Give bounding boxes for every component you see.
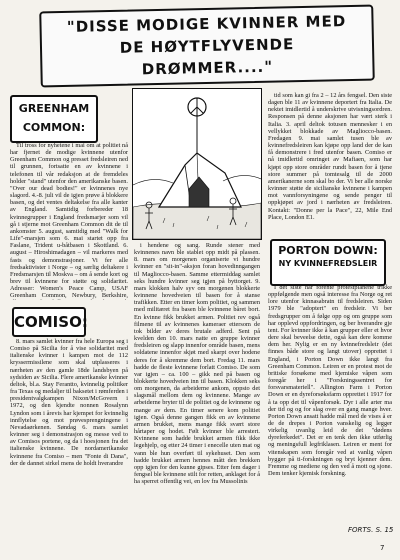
porton-title: PORTON DOWN:: [278, 244, 378, 257]
comiso-text-1: 8. mars samlet kvinner fra hele Europa seg i Comiso på Sicilia for å vise solidaritet med italienske kvinner i kampen mot de 112 kryssermissilene som skal utplasseres i nærheten av den gamle 18de landsbyen på sydsiden av Sicilia. Flere amerikanske kvinner deltok, bl.a. Stay Ferantto, kvinnelig politiker fra Texas og medaljer til baksetet i rømferden i presidentvalgkampen Nixon/McGovern i 1972, og den kjendte nonnen Rosalynn Lyndon som i årevis har kjempet for kvinnelig innflytelse og mot prøvesprengningene i Nevadaørkenen. Søndag 6. mars samlet kvinner seg i demonstrasjon og messe ved to av Comisos portene, og da i hoesjonen fra det italienske kvinnene. De nordamerikanske kvinnene fra Comiso – men "Fonte di Dana", der de dannet sirkel mens de holdt hverandre: [10, 338, 128, 467]
peace-camp-illustration: [132, 88, 262, 240]
section-title-comiso: COMISO:: [12, 307, 86, 337]
comiso-article-part2: [134, 242, 260, 548]
comiso-article-part1: [10, 338, 128, 552]
section-title-porton: [270, 239, 386, 286]
comiso-text-3: tid som kan gi fra 2 – 12 års fengsel. Den siste dagen ble 11 av kvinnene deportert fra Italia. De nektet imidlertid å underskrive utvisningsordren. Responsen på denne aksjonen har vært sterk i Italia. 3. april deltok totusen mennesker i en vellykket blokkade av Magliocco-basen. Fredagen 9. mai samlet tusen ble av kvinnefredsleiren kan kjøpe opp land der de kan få demonstrere i fred utenfor basen. Comiso er nå imidlertid omringet av Mafiaen, som har kjøpt opp store områder rundt basen for å tjene store summer på tomtesalg til de 2000 amerikanerne som skal bo der. Vi ber alle norske kvinner støtte de sicilianske kvinnene i kampen mot vannforsyningene og sende penger til oppkjøpet av jord i nærheten av fredsleiren. Kontakt: "Donne per la Pace", 22, Mile End Place, London E1.: [268, 92, 392, 221]
headline-text: "DISSE MODIGE KVINNER MED DE HØYTFLYVENDE DRØMMER....": [66, 12, 347, 79]
greenham-text: Til tross for nyhetene i mai om at politiet nå har fjernet de modige kvinnene utenfor Greenham Common og presset fredsleiren ned til grunnen, fortsatte en av kvinnene i telefonen til vår redaksjon at de fremdeles holder "stand" utenfor den amerikanske basen. "Over our dead bodies!" er kvinnenes nye slagord. 4.-8. juli vil de igjen prøve å blokkere basen, og det ventes deltakelse fra alle kanter av England. Samtidig forbereder 18 kvinnegrupper i England fredsmarjer som vil gå i stjerne mot Greenham Common dit de til ankomster 5. august, samtidig med "Walk for Life"-marsjen som 6. mai startet opp fra Faslane, Trident u-båtbasen i Skottland. 6. august – Hiroshimadagen – vil markeres med fasts og demonstrasjoner. Vi fer alle fredsaktivister i Norge – og særlig deltakere i Fredsmarsjen til Moskva – om å sende kort og brev til kvinnene for støtte og solidaritet. Adresser: Women's Peace Camp, USAF Greenham Common, Newbury, Berkshire,: [10, 142, 128, 300]
porton-article: [268, 284, 392, 528]
headline-banner: [39, 5, 375, 88]
section-title-greenham: GREENHAM COMMON:: [10, 95, 98, 143]
comiso-article-part3: [268, 92, 392, 238]
peace-camp-drawing: [133, 89, 261, 239]
greenham-article: [10, 142, 128, 300]
comiso-text-2: i hendene og sang. Runde stener med kvinnenes navn ble stablet opp midt på plassen. 8. mars om morgenen organiserte vi hundre kvinner en "sit-in"-aksjon foran hovedinngangen til Magliocco-basen. Samme ettermiddag samlet seks hundre kvinner seg igjen på byttorget. 9. mars klokken halv syv om morgenen blokkerte kvinnene hovedveien til basen for å stanse trafikken. Etter en timer kom politiet, og sammen med militæret fra basen ble kvinnene båret bort. En kvinne fikk brukket armen. Politiet rev også filmene til av kvinnenes kameraer ettersom de tok bilder av deres brutale adferd. Sent på kvelden den 10. mars natte en gruppe kvinner fredsleiren og slapp innenfor område basen, mens soldatene innenfor skjøt med skarpt over hodene deres for å skremme dem bort. Fredag 11. mars hadde de fleste kvinnene forlatt Comiso. De som var igjen – ca. 100 – gikk ned på basen og blokkerte hovedveien inn til basen. Klokken seks om morgenen, da arbeiderne ankom, oppsto det slagsmål mellom dem og kvinnene. Mange av arbeiderne bryter til de politiet og de kvinnene og mange av dem. En timer senere kom politiet igjen. Også denne gangen fikk en av kvinnene armen brukket, mens mange fikk svært store hårtaper og hodet. Følt kvinner ble arrestert. Kvinnene som hadde brukket armen fikk ikke legehjelp, og etter 24 timer i enecelle uten mat og vann ble hun overført til sykehuset. Den som hadde brukket armen hennes mått den brekken opp igjen for den kunne gipses. Etter fem dager i fengsel ble kvinnene stilt for retten, anklaget for å ha sperret offentlig vei, en lov fra Mussolinis: [134, 242, 260, 486]
porton-text: I det siste har forente protestplanene trikke oppfølgende men også interesse fra Norge og ret lore utenfor kinnasabratn til fredsleiren. Siden 1979 ble "adoptert" en fredsleir. Vi ber fredsgrupper om å følge opp og om gruppe som har opplevd oppfordringen, og ber hverandre gje tent. For kvinner ikke å kan grupper eller et hvor dere skal beveelse dette, også kan dere komme dem her. Nylig er en ny kvinnefredsleir (det finnes både store og langt utover) opprettet i England, i Porton Down ikke langt fra Greenham Common. Leiren er en protest mot de britiske forsøkene med kjemiske våpen som foregår her i "Forskningssentret for forsvarsmateriell". Allington Farm i Porton Down er en dyreforsøksfarm opprettet i 1917 for å ta opp det til våpenforsøk. Dyr i alle arter ma der tid og og for slag over en gang mange hver. Porton Down ansatt hadde mål med de vises å er de de drepes i Porton vanskelig og legger virkelig uvanlig leid de det "dødens dyreferkedet". Det er en tenk den ikke utførlig og meningsfull legfriklasen. Leiren er ment for vitenskapen som foregår ved at vanlig våpen bygger på ti-forskningen og bryt kjenner dem. Fremme og mediene og den ved å mott og sjone. Dem tenker kjemisk forskning.: [268, 284, 392, 478]
porton-subtitle: NY KVINNEFREDSLEIR: [278, 259, 378, 268]
continued-note: FORTS. S. 15: [348, 526, 394, 534]
page-number: 7: [380, 544, 385, 552]
